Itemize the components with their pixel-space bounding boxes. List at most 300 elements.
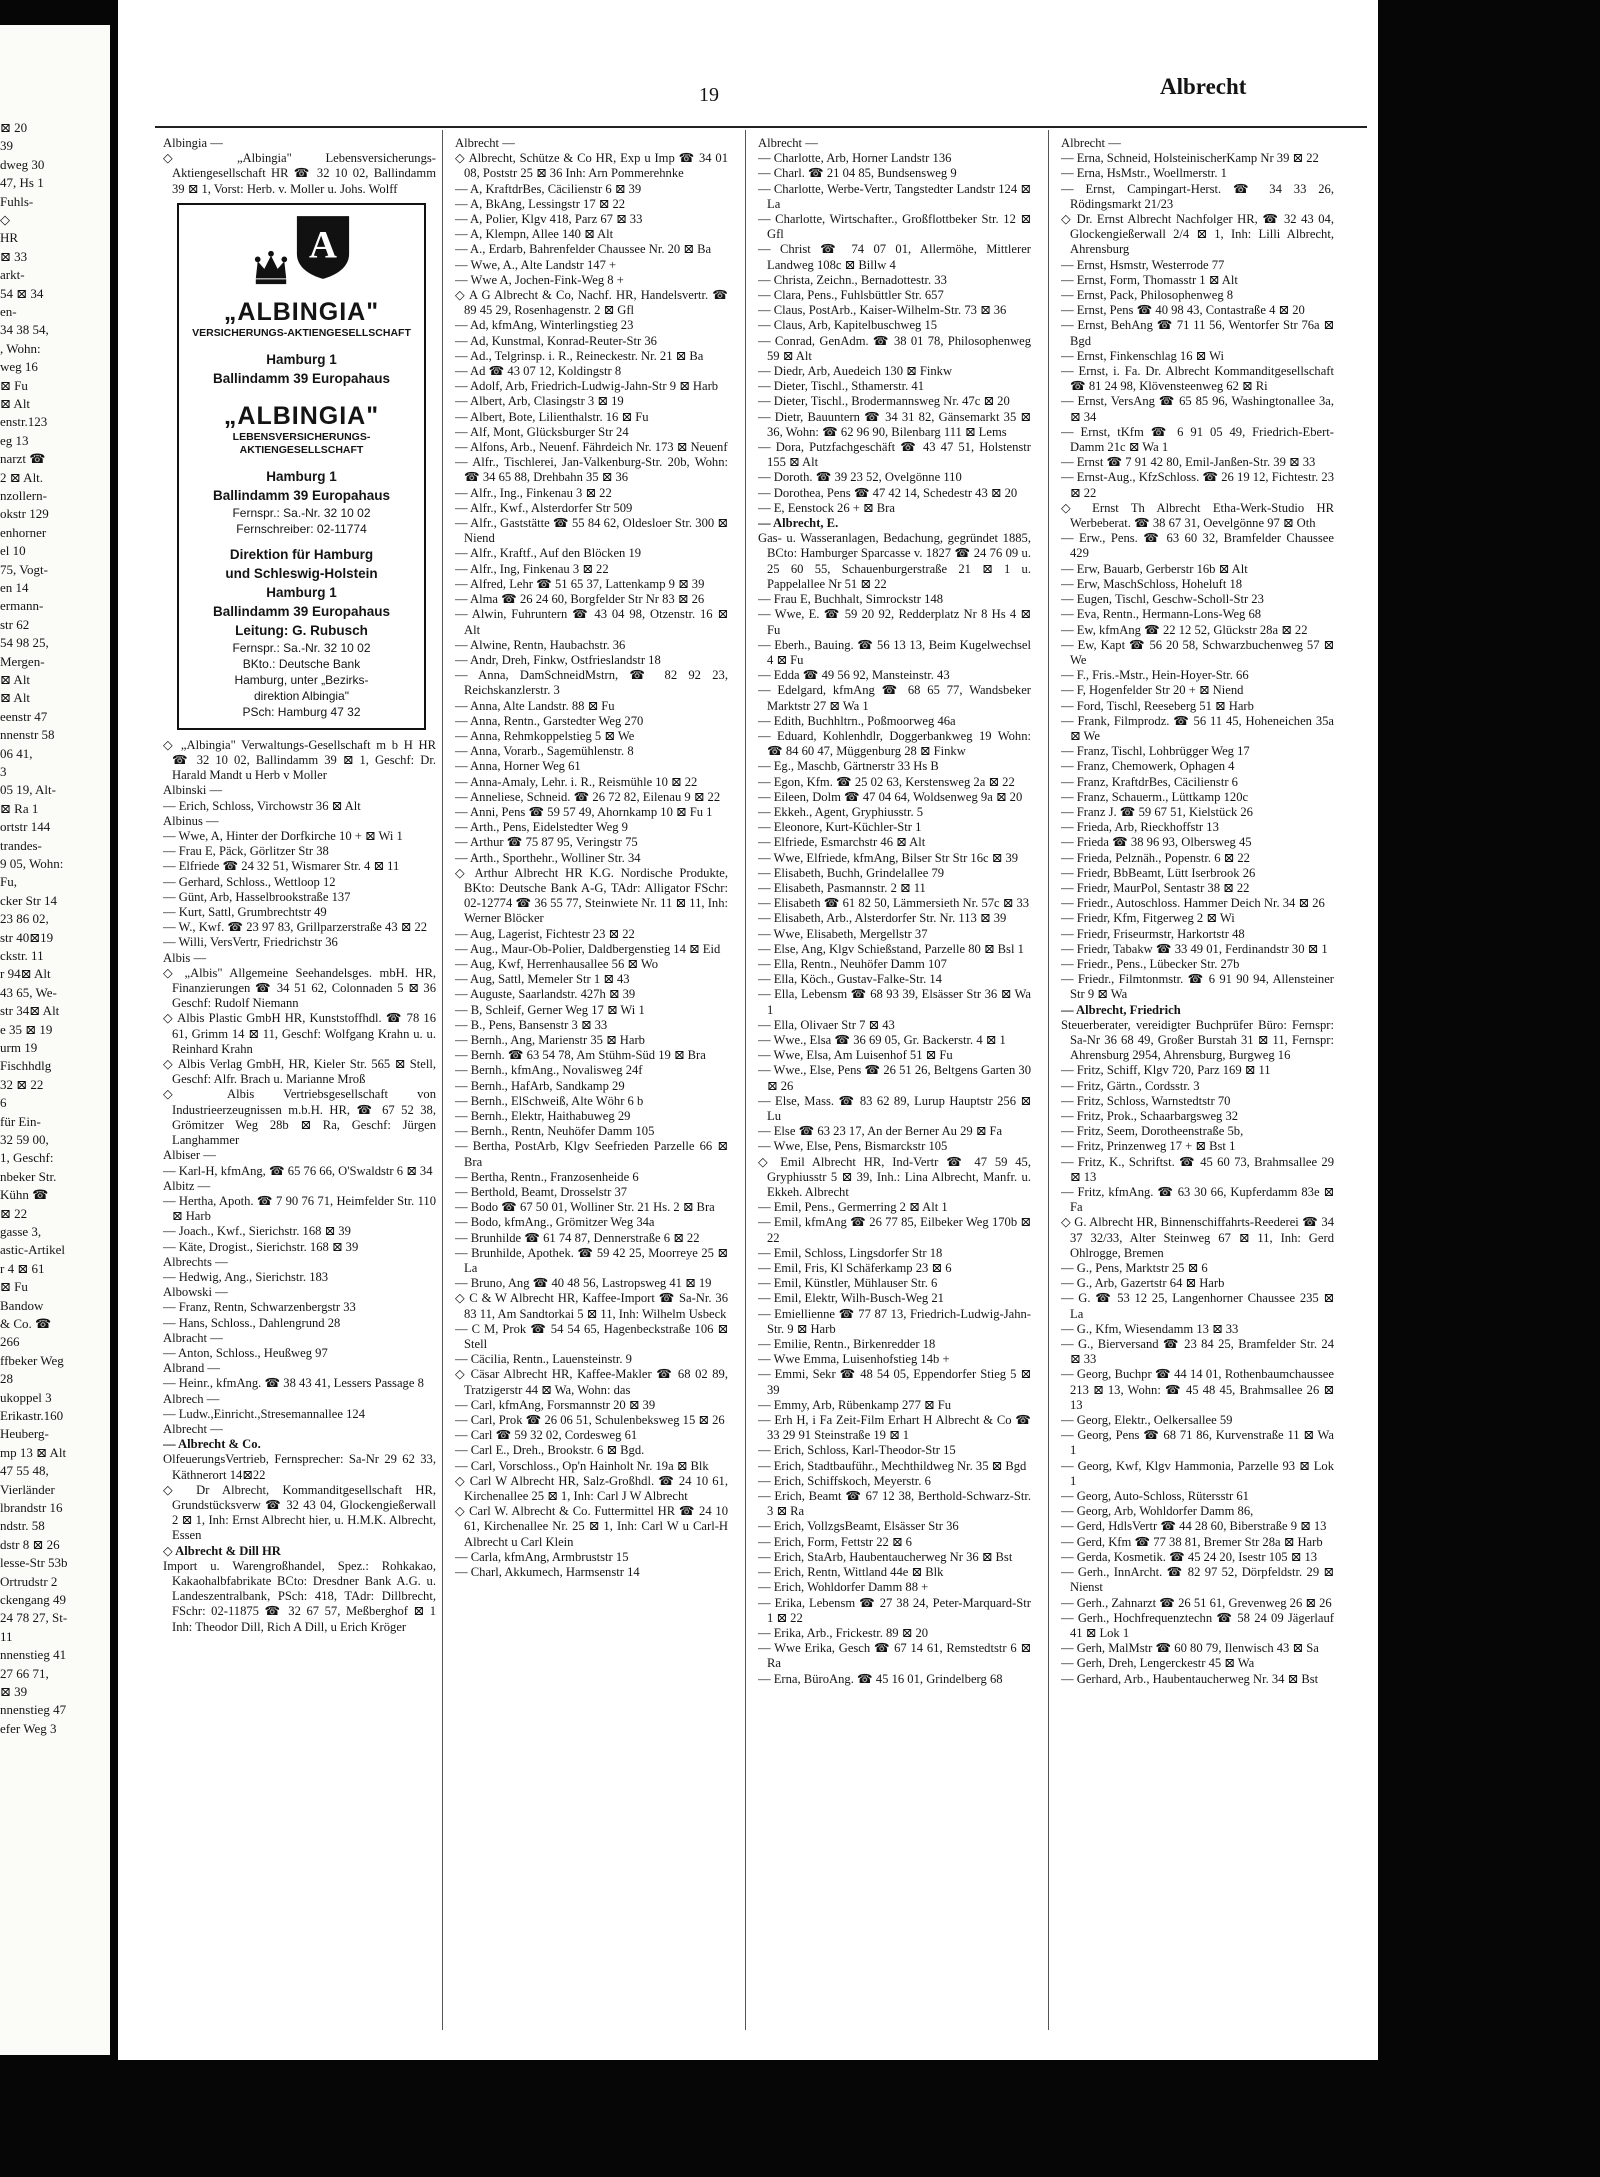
directory-entry: — Alfr., Ing., Finkenau 3 ⊠ 22 [455, 485, 612, 500]
albingia-bank-3: direktion Albingia" [254, 688, 349, 703]
directory-entry: — Emil, Künstler, Mühlauser Str. 6 [758, 1276, 938, 1291]
directory-entry: — Friedr, BbBeamt, Lütt Iserbrook 26 [1061, 865, 1256, 880]
directory-entry: — Gerh., Zahnarzt ☎ 26 51 61, Grevenweg 26 ⊠ 26 [1061, 1595, 1332, 1610]
directory-entry: — Gerh, MalMstr ☎ 60 80 79, Ilenwisch 43 ⊠ Sa [1061, 1641, 1319, 1656]
directory-entry: Albis — [163, 950, 207, 965]
previous-page-line: 47 55 48, [0, 1463, 49, 1479]
column-divider [745, 130, 746, 2030]
directory-entry: — Emiellienne ☎ 77 87 13, Friedrich-Ludwig-Jahn-Str. 9 ⊠ Harb [758, 1306, 1031, 1336]
svg-text:A: A [308, 224, 337, 267]
page-number: 19 [699, 84, 719, 106]
directory-entry: — Emil, Fris, Kl Schäferkamp 23 ⊠ 6 [758, 1261, 952, 1276]
directory-entry: — Ella, Olivaer Str 7 ⊠ 43 [758, 1017, 895, 1032]
previous-page-line: Fuhls- [0, 193, 34, 209]
directory-entry: — Alwine, Rentn, Haubachstr. 36 [455, 637, 626, 652]
directory-entry: OlfeuerungsVertrieb, Fernsprecher: Sa-Nr 29 62 33, Käthnerort 14⊠22 [163, 1452, 436, 1482]
directory-entry: — E, Eenstock 26 + ⊠ Bra [758, 500, 895, 515]
directory-entry: — Dietr, Bauuntern ☎ 34 31 82, Gänsemarkt 35 ⊠ 36, Wohn: ☎ 62 96 90, Bilenbarg 111 ⊠ Lems [758, 409, 1031, 439]
directory-entry: — Wwe, Elfriede, kfmAng, Bilser Str Str 16c ⊠ 39 [758, 850, 1019, 865]
directory-entry: — Erika, Arb., Frickestr. 89 ⊠ 20 [758, 1625, 929, 1640]
directory-entry: — Arthur ☎ 75 87 95, Veringstr 75 [455, 835, 638, 850]
albingia-lead: Leitung: G. Rubusch [235, 622, 368, 638]
previous-page-line: 11 [0, 1628, 13, 1644]
previous-page-line: e 35 ⊠ 19 [0, 1021, 53, 1037]
directory-entry: — Ekkeh., Agent, Gryphiusstr. 5 [758, 804, 924, 819]
directory-entry: — Gerh., InnArcht. ☎ 82 97 52, Dörpfeldstr. 29 ⊠ Nienst [1061, 1565, 1334, 1595]
directory-entry: — Ernst-Aug., KfzSchloss. ☎ 26 19 12, Fichtestr. 23 ⊠ 22 [1061, 470, 1334, 500]
directory-entry: — Fritz, Schiff, Klgv 720, Parz 169 ⊠ 11 [1061, 1063, 1271, 1078]
directory-entry: — Bernh., Elektr, Haithabuweg 29 [455, 1109, 631, 1123]
previous-page-line: Mergen- [0, 653, 45, 669]
previous-page-line: okstr 129 [0, 506, 49, 522]
previous-page-line: 2 ⊠ Alt. [0, 469, 44, 485]
previous-page-line: 54 ⊠ 34 [0, 285, 44, 301]
directory-entry: — Ernst, Finkenschlag 16 ⊠ Wi [1061, 348, 1225, 363]
directory-entry: — Anton, Schloss., Heußweg 97 [163, 1345, 328, 1360]
crown-icon [252, 247, 290, 287]
directory-entry: — Eberh., Bauing. ☎ 56 13 13, Beim Kugelwechsel 4 ⊠ Fu [758, 637, 1031, 667]
previous-page-line: str 62 [0, 616, 30, 632]
directory-entry: — Wwe Emma, Luisenhofstieg 14b + [758, 1352, 950, 1367]
previous-page-line: ukoppel 3 [0, 1389, 52, 1405]
directory-entry: — Wwe., Else, Pens ☎ 26 51 26, Beltgens Garten 30 ⊠ 26 [758, 1063, 1031, 1093]
previous-page-line: ⊠ 20 [0, 120, 28, 135]
directory-entry: — Friedr., Autoschloss. Hammer Deich Nr. 34 ⊠ 26 [1061, 896, 1325, 911]
previous-page-line: eenstr 47 [0, 708, 48, 724]
directory-entry: — Carl, Vorschloss., Op'n Hainholt Nr. 19a ⊠ Blk [455, 1458, 709, 1473]
directory-entry: Albiser — [163, 1148, 216, 1163]
directory-entry: — Erna, BüroAng. ☎ 45 16 01, Grindelberg 68 [758, 1671, 1003, 1686]
previous-page-line: str 34⊠ Alt [0, 1003, 60, 1019]
previous-page-line: Vierländer [0, 1481, 55, 1497]
scan-border-right [1378, 0, 1600, 2177]
albingia-address: Ballindamm 39 Europahaus [212, 487, 391, 503]
directory-entry: — Ernst, Campingart-Herst. ☎ 34 33 26, Rödingsmarkt 21/23 [1061, 181, 1334, 211]
directory-entry: — Georg, Elektr., Oelkersallee 59 [1061, 1413, 1233, 1428]
directory-entry: — Alfred, Lehr ☎ 51 65 37, Lattenkamp 9 ⊠ 39 [455, 576, 705, 591]
directory-entry: — Willi, VersVertr, Friedrichstr 36 [163, 935, 338, 950]
directory-entry: — Ernst, Hsmstr, Westerrode 77 [1061, 257, 1225, 272]
directory-entry: — Albert, Bote, Lilienthalstr. 16 ⊠ Fu [455, 409, 649, 424]
directory-entry: — Ernst, Pack, Philosophenweg 8 [1061, 288, 1234, 303]
directory-entry: — Ernst ☎ 7 91 42 80, Emil-Janßen-Str. 39 ⊠ 33 [1061, 455, 1316, 470]
directory-entry: — Anna, Horner Weg 61 [455, 759, 581, 774]
directory-entry: — Carl, kfmAng, Forsmannstr 20 ⊠ 39 [455, 1397, 656, 1412]
directory-entry: ◇ Dr. Ernst Albrecht Nachfolger HR, ☎ 32 43 04, Glockengießerwall 2/4 ⊠ 1, Inh: Lilli Albrecht, Ahrensburg [1061, 212, 1334, 257]
previous-page-line: 24 78 27, St- [0, 1610, 68, 1626]
directory-entry: — Fritz, Seem, Dorotheenstraße 5b, [1061, 1124, 1244, 1139]
directory-entry: — Karl-H, kfmAng, ☎ 65 76 66, O'Swaldstr 6 ⊠ 34 [163, 1163, 433, 1178]
directory-entry: — Anna, Alte Landstr. 88 ⊠ Fu [455, 698, 615, 713]
directory-entry: — Erich, Schloss, Virchowstr 36 ⊠ Alt [163, 798, 361, 813]
directory-entry: — Cäcilia, Rentn., Lauensteinstr. 9 [455, 1352, 632, 1367]
previous-page-line: HR [0, 230, 19, 246]
previous-page-line: 06 41, [0, 745, 33, 761]
directory-entry: — Friedr, MaurPol, Sentastr 38 ⊠ 22 [1061, 880, 1250, 895]
previous-page-line: dstr 8 ⊠ 26 [0, 1536, 60, 1552]
albingia-direction-2: und Schleswig-Holstein [225, 565, 378, 581]
column-1 [163, 136, 436, 2036]
previous-page-fragment [0, 25, 110, 2055]
directory-entry: Albitz — [163, 1178, 211, 1193]
directory-entry: — Erw., Pens. ☎ 63 60 32, Bramfelder Chaussee 429 [1061, 531, 1334, 561]
directory-entry: — Gerhard, Schloss., Wettloop 12 [163, 874, 336, 889]
directory-entry: — Friedr., Pens., Lübecker Str. 27b [1061, 956, 1240, 971]
previous-page-line: el 10 [0, 543, 26, 559]
previous-page-line: 9 05, Wohn: [0, 856, 64, 871]
directory-entry: Gas- u. Wasseranlagen, Bedachung, gegründet 1885, BCto: Hamburger Sparcasse v. 1827 ☎ 24 76 09 u. 25 60 55, Schauenburgerstraße 21 ⊠ 1 u. Pappelallee Nr 51 ⊠ 22 [758, 531, 1031, 591]
directory-entry: — Eg., Maschb, Gärtnerstr 33 Hs B [758, 759, 939, 774]
directory-entry: — Franz, KraftdrBes, Cäcilienstr 6 [1061, 774, 1238, 789]
directory-entry: — Carla, kfmAng, Armbruststr 15 [455, 1549, 629, 1564]
directory-entry: Albinus — [163, 813, 219, 828]
directory-entry: — Aug., Maur-Ob-Polier, Daldbergenstieg 14 ⊠ Eid [455, 941, 721, 956]
directory-entry: — Georg, Kwf, Klgv Hammonia, Parzelle 93 ⊠ Lok 1 [1061, 1458, 1334, 1488]
directory-entry: — Wwe, A., Alte Landstr 147 + [455, 257, 617, 272]
directory-entry: — Erna, Schneid, HolsteinischerKamp Nr 39 ⊠ 22 [1061, 151, 1319, 166]
directory-entry: ◇ „Albingia" Lebensversicherungs-Aktiengesellschaft HR ☎ 32 10 02, Ballindamm 39 ⊠ 1, Vorst: Herb. v. Moller u. Johs. Wolff [163, 151, 436, 196]
directory-entry: — Fritz, Gärtn., Cordsstr. 3 [1061, 1078, 1200, 1093]
directory-entry: — Käte, Drogist., Sierichstr. 168 ⊠ 39 [163, 1239, 359, 1254]
directory-entry: — Franz, Tischl, Lohbrügger Weg 17 [1061, 744, 1250, 759]
directory-entry: — Erich, StaArb, Haubentaucherweg Nr 36 ⊠ Bst [758, 1549, 1013, 1564]
directory-entry: — Erich, Wohldorfer Damm 88 + [758, 1580, 929, 1595]
directory-entry: — Fritz, kfmAng. ☎ 63 30 66, Kupferdamm 83e ⊠ Fa [1061, 1185, 1334, 1215]
directory-entry: — Anna, DamSchneidMstrn, ☎ 82 92 23, Reichskanzlerstr. 3 [455, 668, 728, 698]
directory-entry: — Elisabeth, Arb., Alsterdorfer Str. Nr. 113 ⊠ 39 [758, 911, 1007, 926]
directory-entry: — Alfr., Kwf., Alsterdorfer Str 509 [455, 500, 633, 515]
directory-entry: — Frieda, Arb, Rieckhoffstr 13 [1061, 820, 1219, 835]
directory-entry: — Joach., Kwf., Sierichstr. 168 ⊠ 39 [163, 1224, 351, 1239]
directory-entry: — Aug, Lagerist, Fichtestr 23 ⊠ 22 [455, 926, 635, 941]
directory-entry: — Emilie, Rentn., Birkenredder 18 [758, 1337, 936, 1352]
directory-entry: — Dorothea, Pens ☎ 47 42 14, Schedestr 43 ⊠ 20 [758, 485, 1018, 500]
directory-entry: — Wwe, A, Hinter der Dorfkirche 10 + ⊠ Wi 1 [163, 829, 403, 844]
directory-entry: — Ludw.,Einricht.,Stresemannallee 124 [163, 1406, 366, 1421]
directory-entry: — Alf, Mont, Glücksburger Str 24 [455, 424, 629, 439]
directory-entry: — Franz J. ☎ 59 67 51, Kielstück 26 [1061, 804, 1253, 819]
directory-entry: — Fritz, K., Schriftst. ☎ 45 60 73, Brahmsallee 29 ⊠ 13 [1061, 1154, 1334, 1184]
directory-entry: ◇ Carl W. Albrecht & Co. Futtermittel HR ☎ 24 10 61, Kirchenallee Nr. 25 ⊠ 1, Inh: Carl W u Carl-H Albrecht u Carl Klein [455, 1504, 728, 1549]
directory-entry: — Albert, Arb, Clasingstr 3 ⊠ 19 [455, 394, 624, 409]
directory-entry: — Carl, Prok ☎ 26 06 51, Schulenbeksweg 15 ⊠ 26 [455, 1413, 725, 1428]
directory-entry: — Frieda ☎ 38 96 93, Olbersweg 45 [1061, 835, 1252, 850]
directory-entry: — Fritz, Schloss, Warnstedtstr 70 [1061, 1093, 1231, 1108]
directory-entry: — Emmi, Sekr ☎ 48 54 05, Eppendorfer Stieg 5 ⊠ 39 [758, 1367, 1031, 1397]
directory-entry: Albrech — [163, 1391, 220, 1406]
previous-page-line: en- [0, 304, 17, 319]
directory-entry: — Dieter, Tischl., Brodermannsweg Nr. 47c ⊠ 20 [758, 394, 1010, 409]
directory-entry: — Ernst, BehAng ☎ 71 11 56, Wentorfer Str 76a ⊠ Bgd [1061, 318, 1334, 348]
directory-entry: — Anna, Rehmkoppelstieg 5 ⊠ We [455, 728, 635, 743]
albingia-bank: BKto.: Deutsche Bank [242, 656, 361, 671]
directory-entry: — Albrecht, Friedrich [1061, 1002, 1181, 1017]
directory-entry: — Elisabeth, Pasmannstr. 2 ⊠ 11 [758, 880, 926, 895]
directory-entry: — Emil, Pens., Germerring 2 ⊠ Alt 1 [758, 1200, 948, 1215]
albingia-subtitle-life: LEBENSVERSICHERUNGS- [232, 430, 371, 443]
directory-entry: — Ernst, tKfm ☎ 6 91 05 49, Friedrich-Ebert-Damm 21c ⊠ Wa 1 [1061, 424, 1334, 455]
directory-entry: — Ernst, i. Fa. Dr. Albrecht Kommanditgesellschaft ☎ 81 24 98, Klövensteenweg 62 ⊠ Ri [1061, 364, 1334, 394]
previous-page-line: ckstr. 11 [0, 948, 44, 963]
directory-entry: — Frank, Filmprodz. ☎ 56 11 45, Hoheneichen 35a ⊠ We [1061, 713, 1334, 743]
directory-entry: — Anni, Pens ☎ 59 57 49, Ahornkamp 10 ⊠ Fu 1 [455, 804, 713, 819]
previous-page-line: lbrandstr 16 [0, 1500, 63, 1515]
previous-page-line: dweg 30 [0, 156, 45, 172]
directory-entry: — Friedr, Kfm, Fitgerweg 2 ⊠ Wi [1061, 911, 1235, 926]
directory-entry: — C M, Prok ☎ 54 54 65, Hagenbeckstraße 106 ⊠ Stell [455, 1321, 728, 1352]
directory-entry: — Georg, Arb, Wohldorfer Damm 86, [1061, 1504, 1254, 1519]
previous-page-line: ⊠ 33 [0, 248, 28, 264]
previous-page-line: ⊠ Fu [0, 377, 28, 393]
previous-page-line: Kühn ☎ [0, 1187, 49, 1203]
directory-entry: ◇ G. Albrecht HR, Binnenschiffahrts-Reederei ☎ 34 37 32/33, Alter Steinweg 67 ⊠ 11, Inh: Gerd Ohlrogge, Bremen [1061, 1215, 1334, 1260]
directory-entry: Albrecht — [758, 136, 818, 150]
previous-page-line: 43 65, We- [0, 984, 57, 1000]
directory-entry: — Egon, Kfm. ☎ 25 02 63, Kerstensweg 2a ⊠ 22 [758, 774, 1015, 789]
directory-entry: — Alfr., Ing, Finkenau 3 ⊠ 22 [455, 561, 609, 576]
directory-entry: — Christ ☎ 74 07 01, Allermöhe, Mittlerer Landweg 108c ⊠ Billw 4 [758, 242, 1031, 272]
albingia-phone-2: Fernspr.: Sa.-Nr. 32 10 02 [232, 640, 371, 655]
directory-entry: Albrechts — [163, 1254, 228, 1269]
previous-page-line: r 4 ⊠ 61 [0, 1260, 45, 1276]
directory-entry: ◇ Carl W Albrecht HR, Salz-Großhdl. ☎ 24 10 61, Kirchenallee 25 ⊠ 1, Inh: Carl J W Albrecht [455, 1473, 728, 1504]
directory-entry: — Ew, Kapt ☎ 56 20 58, Schwarzbuchenweg 57 ⊠ We [1061, 637, 1334, 667]
albingia-city: Hamburg 1 [266, 584, 337, 600]
directory-entry: — Fritz, Prinzenweg 17 + ⊠ Bst 1 [1061, 1139, 1236, 1154]
directory-entry: — Charl, Akkumech, Harmsenstr 14 [455, 1565, 640, 1580]
previous-page-line: 75, Vogt- [0, 561, 48, 577]
directory-entry: — Eduard, Kohlenhdlr, Doggerbankweg 19 Wohn: ☎ 84 60 47, Müggenburg 28 ⊠ Finkw [758, 728, 1031, 759]
directory-entry: — Ella, Rentn., Neuhöfer Damm 107 [758, 956, 947, 971]
previous-page-line: nbeker Str. [0, 1168, 57, 1184]
albingia-address: Ballindamm 39 Europahaus [212, 603, 391, 619]
directory-entry: — Erich, VollzgsBeamt, Elsässer Str 36 [758, 1519, 959, 1534]
directory-entry: Albrecht — [163, 1421, 223, 1436]
albingia-advertisement [177, 203, 426, 730]
previous-page-line: ortstr 144 [0, 819, 51, 835]
directory-entry: — Bernh., ElSchweiß, Alte Wöhr 6 b [455, 1093, 644, 1108]
directory-entry: — Elisabeth ☎ 61 82 50, Lämmersieth Nr. 57c ⊠ 33 [758, 896, 1030, 911]
directory-entry: — Albrecht, E. [758, 516, 839, 531]
previous-page-line: ⊠ Ra 1 [0, 800, 39, 816]
previous-page-line: ffbeker Weg [0, 1352, 64, 1368]
previous-page-line: 47, Hs 1 [0, 175, 44, 191]
previous-page-line: 266 [0, 1334, 20, 1350]
albingia-subtitle-life-2: AKTIENGESELLSCHAFT [239, 443, 364, 456]
scan-border-bottom [0, 2060, 1600, 2177]
directory-entry: — Bernh. ☎ 63 54 78, Am Stühm-Süd 19 ⊠ Bra [455, 1048, 706, 1063]
directory-entry: — Charlotte, Werbe-Vertr, Tangstedter Landstr 124 ⊠ La [758, 181, 1031, 211]
directory-entry: — Ad, kfmAng, Winterlingstieg 23 [455, 318, 634, 333]
previous-page-line: 34 38 54, [0, 322, 49, 338]
previous-page-line: enstr.123 [0, 414, 48, 430]
directory-page [135, 18, 1371, 2058]
directory-entry: — Wwe., Elsa ☎ 36 69 05, Gr. Backerstr. 4 ⊠ 1 [758, 1032, 1006, 1047]
albingia-address: Ballindamm 39 Europahaus [212, 370, 391, 386]
previous-page-line: nzollern- [0, 488, 47, 503]
directory-entry: Albracht — [163, 1330, 223, 1345]
previous-page-line: für Ein- [0, 1113, 41, 1129]
directory-entry: — Alfr., Tischlerei, Jan-Valkenburg-Str. 20b, Wohn: ☎ 34 65 88, Drehbahn 35 ⊠ 36 [455, 455, 728, 485]
directory-entry: — Wwe, E. ☎ 59 20 92, Redderplatz Nr 8 Hs 4 ⊠ Fu [758, 607, 1031, 637]
directory-entry: — Adolf, Arb, Friedrich-Ludwig-Jahn-Str 9 ⊠ Harb [455, 379, 719, 394]
previous-page-line: r 94⊠ Alt [0, 966, 51, 982]
directory-entry: — Auguste, Saarlandstr. 427h ⊠ 39 [455, 987, 636, 1002]
directory-entry: — Eva, Rentn., Hermann-Lons-Weg 68 [1061, 607, 1262, 622]
directory-entry: — Eileen, Dolm ☎ 47 04 64, Woldsenweg 9a ⊠ 20 [758, 789, 1023, 804]
directory-entry: — Alwin, Fuhruntern ☎ 43 04 98, Otzenstr. 16 ⊠ Alt [455, 607, 728, 637]
column-2 [455, 136, 728, 2036]
directory-entry: Import u. Warengroßhandel, Spez.: Rohkakao, Kakaohalbfabrikate BCto: Dresdner Bank A.G. u. Landeszentralbank, PSch: 418, TAdr: Dillbrecht, FSchr: 02-11875 ☎ 32 67 57, Meßberghof ⊠ 1 Inh: Theodor Dill, Rich A Dill, u Erich Kröger [163, 1558, 436, 1634]
directory-entry: — Clara, Pens., Fuhlsbüttler Str. 657 [758, 288, 944, 303]
directory-entry: ◇ Dr Albrecht, Kommanditgesellschaft HR, Grundstücksverw ☎ 32 43 04, Glockengießerwall 2 ⊠ 1, Inh: Ernst Albrecht hier, u. H.M.K. Albrecht, Essen [163, 1482, 436, 1543]
directory-entry: — A., Erdarb, Bahrenfelder Chaussee Nr. 20 ⊠ Ba [455, 242, 712, 257]
directory-entry: ◇ Albis Vertriebsgesellschaft von Industrieerzeugnissen m.b.H. HR, ☎ 67 52 38, Grömitzer Weg 28b ⊠ Ra, Geschf: Jürgen Langhammer [163, 1087, 436, 1148]
albingia-bank-2: Hamburg, unter „Bezirks- [234, 672, 369, 687]
directory-entry: — Gerd, HdlsVertr ☎ 44 28 60, Biberstraße 9 ⊠ 13 [1061, 1519, 1327, 1534]
directory-entry: — Brunhilde ☎ 61 74 87, Dennerstraße 6 ⊠ 22 [455, 1230, 700, 1245]
albingia-city: Hamburg 1 [266, 351, 337, 367]
directory-entry: — Eugen, Tischl, Geschw-Scholl-Str 23 [1061, 592, 1264, 607]
previous-page-line: 05 19, Alt- [0, 782, 56, 798]
albingia-psch: PSch: Hamburg 47 32 [242, 704, 361, 719]
directory-entry: ◇ Albrecht, Schütze & Co HR, Exp u Imp ☎ 34 01 08, Poststr 25 ⊠ 36 Inh: Arn Pommerehnke [455, 151, 728, 181]
directory-entry: — Erich, Form, Fettstr 22 ⊠ 6 [758, 1534, 912, 1549]
directory-entry: Albrecht — [1061, 136, 1121, 150]
directory-entry: — G., Arb, Gazertstr 64 ⊠ Harb [1061, 1276, 1225, 1291]
directory-entry: — Christa, Zeichn., Bernadottestr. 33 [758, 272, 947, 287]
directory-entry: — Eleonore, Kurt-Küchler-Str 1 [758, 820, 922, 835]
directory-entry: — G., Pens, Marktstr 25 ⊠ 6 [1061, 1261, 1208, 1276]
directory-entry: — W., Kwf. ☎ 23 97 83, Grillparzerstraße 43 ⊠ 22 [163, 920, 428, 935]
directory-entry: — Andr, Dreh, Finkw, Ostfrieslandstr 18 [455, 652, 661, 667]
previous-page-line: 6 [0, 1095, 7, 1111]
previous-page-line: ⊠ Fu [0, 1279, 28, 1295]
directory-entry: — Hertha, Apoth. ☎ 7 90 76 71, Heimfelder Str. 110 ⊠ Harb [163, 1193, 436, 1224]
directory-entry: — Erich, Schiffskoch, Meyerstr. 6 [758, 1473, 931, 1488]
directory-entry: Albrand — [163, 1361, 221, 1376]
directory-entry: — Erich, Stadtbauführ., Mechthildweg Nr. 35 ⊠ Bgd [758, 1458, 1027, 1473]
previous-page-line: narzt ☎ [0, 451, 46, 467]
directory-entry: — Ad ☎ 43 07 12, Koldingstr 8 [455, 364, 622, 379]
previous-page-line: lesse-Str 53b [0, 1555, 68, 1571]
column-3 [758, 136, 1031, 2036]
directory-entry: — Ad., Telgrinsp. i. R., Reineckestr. Nr. 21 ⊠ Ba [455, 348, 704, 363]
directory-entry: — Conrad, GenAdm. ☎ 38 01 78, Philosophenweg 59 ⊠ Alt [758, 333, 1031, 363]
directory-entry: — Erika, Lebensm ☎ 27 38 24, Peter-Marquard-Str 1 ⊠ 22 [758, 1595, 1031, 1625]
directory-entry: ◇ Albis Verlag GmbH, HR, Kieler Str. 565 ⊠ Stell, Geschf: Alfr. Brach u. Marianne Mroß [163, 1057, 436, 1087]
directory-entry: — Claus, Arb, Kapitelbuschweg 15 [758, 318, 938, 333]
previous-page-line: cker Str 14 [0, 892, 58, 908]
directory-entry: — Franz, Chemowerk, Ophagen 4 [1061, 759, 1235, 774]
directory-entry: — Wwe A, Jochen-Fink-Weg 8 + [455, 272, 624, 287]
directory-entry: — Alfr., Kraftf., Auf den Blöcken 19 [455, 546, 642, 561]
shield-logo-icon [294, 213, 352, 281]
previous-page-line: ⊠ Alt [0, 396, 31, 411]
previous-page-line: efer Weg 3 [0, 1720, 57, 1736]
directory-entry: — Friedr, Tabakw ☎ 33 49 01, Ferdinandstr 30 ⊠ 1 [1061, 941, 1328, 956]
directory-entry: — Günt, Arb, Hasselbrookstraße 137 [163, 889, 351, 904]
directory-entry: — Bruno, Ang ☎ 40 48 56, Lastropsweg 41 ⊠ 19 [455, 1276, 712, 1291]
header-rule [155, 126, 1367, 128]
directory-entry: — Wwe, Else, Pens, Bismarckstr 105 [758, 1139, 948, 1154]
directory-entry: — Gerhard, Arb., Haubentaucherweg Nr. 34 ⊠ Bst [1061, 1671, 1319, 1686]
previous-page-line: arkt- [0, 267, 25, 283]
albingia-brand-life: „ALBINGIA" [223, 401, 380, 430]
directory-entry: — Franz, Schauerm., Lüttkamp 120c [1061, 789, 1249, 804]
directory-entry: — Erw, MaschSchloss, Hoheluft 18 [1061, 576, 1243, 591]
directory-entry: Albrecht — [455, 136, 515, 150]
directory-entry: Albinski — [163, 783, 223, 798]
previous-page-line: & Co. ☎ [0, 1316, 52, 1331]
directory-entry: — Frau E, Buchhalt, Simrockstr 148 [758, 592, 944, 607]
directory-entry: — Ford, Tischl, Reeseberg 51 ⊠ Harb [1061, 698, 1254, 713]
directory-entry: — Ernst, Pens ☎ 40 98 43, Contastraße 4 ⊠ 20 [1061, 303, 1305, 318]
directory-entry: — Wwe, Elisabeth, Mergellstr 37 [758, 926, 928, 941]
directory-entry: — Carl E., Dreh., Brookstr. 6 ⊠ Bgd. [455, 1443, 645, 1458]
directory-entry: — Georg, Auto-Schloss, Rütersstr 61 [1061, 1489, 1249, 1504]
directory-entry: — Doroth. ☎ 39 23 52, Ovelgönne 110 [758, 470, 962, 485]
directory-entry: — Else ☎ 63 23 17, An der Berner Au 29 ⊠ Fa [758, 1124, 1003, 1139]
albingia-phone: Fernspr.: Sa.-Nr. 32 10 02 [232, 505, 371, 520]
directory-entry: ◇ Ernst Th Albrecht Etha-Werk-Studio HR Werbeberat. ☎ 38 67 31, Oevelgönne 97 ⊠ Oth [1061, 500, 1334, 531]
directory-entry: — Emmy, Arb, Rübenkamp 277 ⊠ Fu [758, 1397, 952, 1412]
directory-entry: — Elfriede, Esmarchstr 46 ⊠ Alt [758, 835, 926, 850]
directory-entry: — Berthold, Beamt, Drosselstr 37 [455, 1185, 628, 1200]
previous-page-line: 27 66 71, [0, 1665, 49, 1681]
albingia-telex: Fernschreiber: 02-11774 [236, 521, 367, 536]
directory-entry: — B, Schleif, Gerner Weg 17 ⊠ Wi 1 [455, 1002, 645, 1017]
previous-page-line: 1, Geschf: [0, 1150, 54, 1166]
previous-page-line: 32 ⊠ 22 [0, 1076, 44, 1092]
directory-entry: — Alfons, Arb., Neuenf. Fährdeich Nr. 173 ⊠ Neuenf [455, 440, 728, 455]
directory-entry: — Alfr., Gaststätte ☎ 55 84 62, Oldesloer Str. 300 ⊠ Niend [455, 516, 728, 546]
directory-entry: — Gerh., Hochfrequenztechn ☎ 58 24 09 Jägerlauf 41 ⊠ Lok 1 [1061, 1610, 1334, 1640]
column-divider [1048, 130, 1049, 2030]
directory-entry: — Albrecht & Co. [163, 1437, 261, 1452]
previous-page-line: ⊠ Alt [0, 690, 31, 706]
directory-entry: — Fritz, Prok., Schaarbargsweg 32 [1061, 1109, 1239, 1123]
directory-entry: — Else, Mass. ☎ 83 62 89, Lurup Hauptstr 256 ⊠ Lu [758, 1093, 1031, 1123]
directory-entry: — Ernst, VersAng ☎ 65 85 96, Washingtonallee 3a, ⊠ 34 [1061, 394, 1334, 424]
previous-page-line: weg 16 [0, 359, 38, 375]
previous-page-line: , Wohn: [0, 340, 41, 356]
previous-page-line: ckengang 49 [0, 1592, 67, 1607]
directory-entry: ◇ Arthur Albrecht HR K.G. Nordische Produkte, BKto: Deutsche Bank A-G, TAdr: Alligator FSchr: 02-12774 ☎ 36 55 77, Steinwiete Nr. 11 ⊠ 11, Inh: Werner Blöcker [455, 865, 728, 926]
albingia-direction: Direktion für Hamburg [229, 546, 374, 562]
directory-entry: — F, Hogenfelder Str 20 + ⊠ Niend [1061, 683, 1244, 698]
directory-entry: — Charlotte, Arb, Horner Landstr 136 [758, 151, 952, 166]
directory-entry: — Gerd, Kfm ☎ 77 38 81, Bremer Str 28a ⊠ Harb [1061, 1534, 1323, 1549]
directory-entry: — Heinr., kfmAng. ☎ 38 43 41, Lessers Passage 8 [163, 1376, 424, 1391]
previous-page-line: str 40⊠19 [0, 929, 54, 945]
directory-entry: — Bertha, Rentn., Franzosenheide 6 [455, 1169, 639, 1184]
directory-entry: — Arth., Pens, Eidelstedter Weg 9 [455, 820, 628, 835]
directory-entry: — Franz, Rentn, Schwarzenbergstr 33 [163, 1300, 356, 1315]
page-header-keyword: Albrecht [1160, 74, 1247, 99]
directory-entry: — Alma ☎ 26 24 60, Borgfelder Str Nr 83 ⊠ 26 [455, 592, 705, 607]
previous-page-line: 54 98 25, [0, 635, 49, 651]
directory-entry: — Edelgard, kfmAng ☎ 68 65 77, Wandsbeker Marktstr 27 ⊠ Wa 1 [758, 683, 1031, 713]
directory-entry: — Bodo ☎ 67 50 01, Wolliner Str. 21 Hs. 2 ⊠ Bra [455, 1200, 715, 1215]
directory-entry: ◇ Albrecht & Dill HR [163, 1543, 281, 1558]
previous-page-line: 3 [0, 764, 7, 779]
directory-entry: — Georg, Buchpr ☎ 44 14 01, Rothenbaumchaussee 213 ⊠ 13, Wohn: ☎ 45 48 45, Brahmsallee 26 ⊠ 13 [1061, 1367, 1334, 1412]
directory-entry: — Aug, Sattl, Memeler Str 1 ⊠ 43 [455, 972, 630, 987]
previous-page-line: nnenstieg 47 [0, 1702, 67, 1718]
albingia-city: Hamburg 1 [266, 468, 337, 484]
directory-entry: Steuerberater, vereidigter Buchprüfer Büro: Fernspr: Sa-Nr 36 68 49, Großer Burstah 31 ⊠ 11, Fernspr: Ahrensburg 2954, Ahrensburg, Burgweg 16 [1061, 1017, 1334, 1063]
